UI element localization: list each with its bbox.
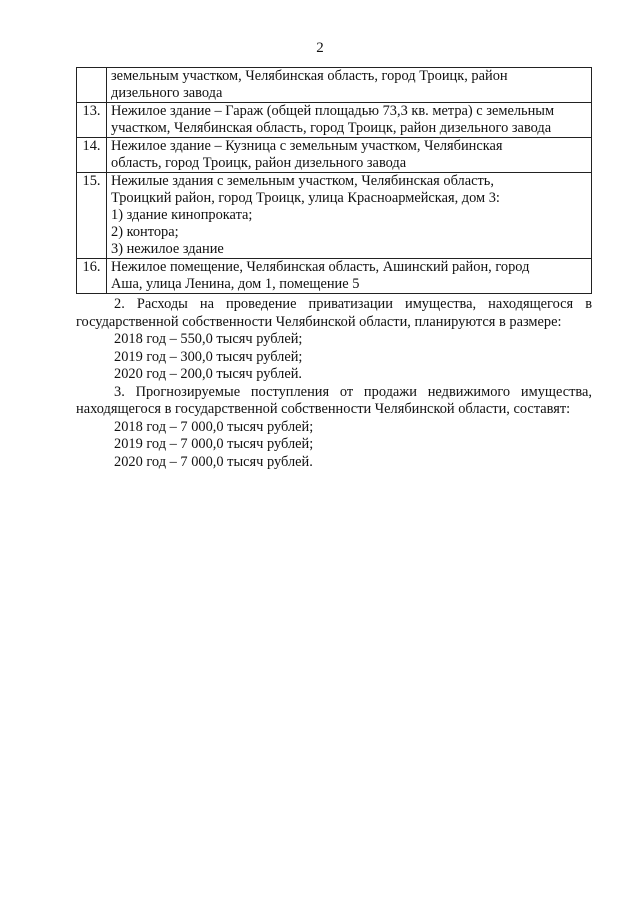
row-description <box>107 103 592 138</box>
row-line: 3) нежилое здание <box>111 241 224 257</box>
row-line: дизельного завода <box>111 85 223 101</box>
section-2-paragraph: 2. Расходы на проведение приватизации имущества, находящегося в государственной собственности Челябинской области, планируются в размере: <box>76 296 592 330</box>
row-line: область, город Троицк, район дизельного завода <box>111 155 407 171</box>
row-line: Нежилое здание – Кузница с земельным участком, Челябинская <box>111 138 503 154</box>
revenue-line: 2019 год – 7 000,0 тысяч рублей; <box>114 436 314 452</box>
page-number: 2 <box>316 40 324 56</box>
table-row <box>77 138 592 173</box>
row-description <box>107 259 592 294</box>
row-line: участком, Челябинская область, город Троицк, район дизельного завода <box>111 120 552 136</box>
row-line: 1) здание кинопроката; <box>111 207 253 223</box>
row-line: Троицкий район, город Троицк, улица Красноармейская, дом 3: <box>111 190 500 206</box>
revenue-line: 2018 год – 7 000,0 тысяч рублей; <box>114 418 314 435</box>
section-3-paragraph: 3. Прогнозируемые поступления от продажи недвижимого имущества, находящегося в государственной собственности Челябинской области, составят: <box>76 383 592 417</box>
row-line: земельным участком, Челябинская область, город Троицк, район <box>111 68 508 84</box>
row-number <box>77 68 107 103</box>
row-line: 2) контора; <box>111 224 179 240</box>
expense-line: 2019 год – 300,0 тысяч рублей; <box>114 348 303 365</box>
row-line: Нежилые здания с земельным участком, Челябинская область, <box>111 173 494 189</box>
row-line: Нежилое здание – Гараж (общей площадью 73,3 кв. метра) с земельным <box>111 103 555 119</box>
row-number: 14. <box>77 138 107 173</box>
property-table <box>76 67 592 294</box>
table-row <box>77 68 592 103</box>
revenue-line: 2020 год – 7 000,0 тысяч рублей. <box>114 453 313 470</box>
table-row <box>77 173 592 259</box>
row-number: 13. <box>77 103 107 138</box>
row-line: Нежилое помещение, Челябинская область, Ашинский район, город <box>111 259 530 275</box>
expense-line: 2020 год – 200,0 тысяч рублей. <box>114 366 303 382</box>
table-row <box>77 259 592 294</box>
expense-line: 2018 год – 550,0 тысяч рублей; <box>114 331 303 347</box>
row-number: 15. <box>77 173 107 259</box>
row-description <box>107 173 592 259</box>
body-text <box>76 296 592 471</box>
row-number: 16. <box>77 259 107 294</box>
table-row <box>77 103 592 138</box>
row-line: Аша, улица Ленина, дом 1, помещение 5 <box>111 276 360 292</box>
row-description <box>107 138 592 173</box>
row-description <box>107 68 592 103</box>
